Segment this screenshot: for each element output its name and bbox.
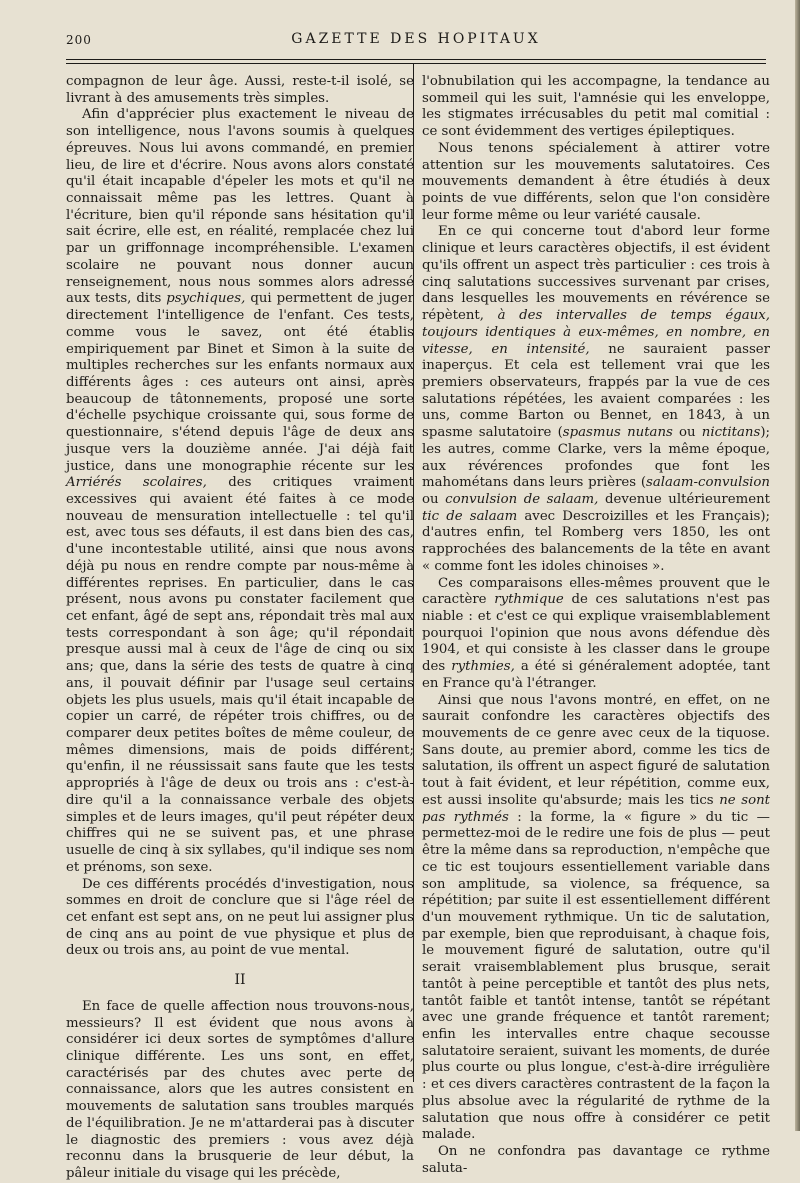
paragraph: De ces différents procédés d'investigation, nous sommes en droit de conclure que si l'âge réel de cet enfant est sept ans, on ne peut lui assigner plus de cinq ans au point de vue physique et plus de deux ou trois ans, au point de vue mental.	[66, 876, 414, 959]
header-rule-top	[66, 59, 766, 60]
text-run: ou	[422, 491, 446, 507]
italic-run: rythmique	[494, 592, 564, 608]
italic-run: à des intervalles de temps égaux, toujours identiques à eux-mêmes, en nombre, en vitesse, en intensité,	[422, 308, 770, 357]
paragraph	[422, 693, 770, 1144]
italic-run: rythmies,	[451, 659, 515, 675]
paragraph: En face de quelle affection nous trouvons-nous, messieurs? Il est évident que nous avons à considérer ici deux sortes de symptômes d'allure clinique différente. Les uns sont, en effet, caractérisés par des chutes avec perte de connaissance, alors que les autres consistent en mouvements de salutation sans troubles marqués de l'équilibration. Je ne m'attarderai pas à discuter le diagnostic des premiers : vous avez déjà reconnu dans la brusquerie de leur début, la pâleur initiale du visage qui les précède,	[66, 998, 414, 1181]
paragraph: Nous tenons spécialement à attirer votre attention sur les mouvements salutatoires. Ces mouvements demandent à être étudiés à deux points de vue différents, selon que l'on considère leur forme même ou leur variété causale.	[422, 140, 770, 223]
text-run: avec Descroizilles et les Français); d'autres enfin, tel Romberg vers 1850, les ont rapprochées des balancements de la tête en avant « comme font les idoles chinoises ».	[422, 508, 770, 574]
text-run: ); les autres, comme Clarke, vers la même époque, aux révérences profondes que font les mahométans dans leurs prières (	[422, 425, 770, 491]
text-run: Afin d'apprécier plus exactement le niveau de son intelligence, nous l'avons soumis à quelques épreuves. Nous lui avons commandé, en premier lieu, de lire et d'écrire. Nous avons alors constaté qu'il était incapable d'épeler les mots et qu'il ne connaissait même pas les lettres. Quant à l'écriture, bien qu'il réponde sans hésitation qu'il sait écrire, elle est, en réalité, remplacée chez lui par un griffonnage incompréhensible. L'examen scolaire ne pouvant nous donner aucun renseignement, nous nous sommes alors adressé aux tests, dits	[66, 107, 414, 307]
paragraph: l'obnubilation qui les accompagne, la tendance au sommeil qui les suit, l'amnésie qui les enveloppe, les stigmates irrécusables du petit mal comitial : ce sont évidemment des vertiges épileptiques.	[422, 74, 770, 140]
italic-run: psychiques,	[166, 291, 246, 307]
page-edge	[795, 0, 800, 1131]
text-run: : la forme, la « figure » du tic — permettez-moi de le redire une fois de plus — peut être la même dans sa reproduction, n'empêche que ce tic est toujours essentiellement variable dans son amplitude, sa violence, sa fréquence, sa répétition; par suite il est essentiellement différent d'un mouvement rythmique. Un tic de salutation, par exemple, bien que reproduisant, à chaque fois, le mouvement figuré de salutation, outre qu'il serait vraisemblablement plus brusque, serait tantôt à peine perceptible et tantôt des plus nets, tantôt faible et tantôt intense, tantôt se répétant avec une grande fréquence et tantôt rarement; enfin les intervalles entre chaque secousse salutatoire seraient, suivant les moments, de durée plus courte ou plus longue, c'est-à-dire irrégulière : et ces divers caractères contrastent de la façon la plus absolue avec la régularité de rythme de la salutation que nous offre à considérer ce petit malade.	[422, 809, 770, 1143]
italic-run: tic de salaam	[422, 508, 518, 524]
text-run: a été si généralement adoptée, tant en France qu'à l'étranger.	[422, 659, 770, 691]
text-run: ou	[672, 425, 702, 441]
italic-run: salaam-convulsion	[646, 475, 770, 491]
text-run: Ainsi que nous l'avons montré, en effet, on ne saurait confondre les caractères objectifs des mouvements de ce genre avec ceux de la tiquose. Sans doute, au premier abord, comme les tics de salutation, ils offrent un aspect figuré de salutation tout à fait évident, et leur répétition, comme eux, est aussi insolite qu'absurde; mais les tics	[422, 692, 770, 808]
paragraph: On ne confondra pas davantage ce rythme saluta-	[422, 1144, 770, 1176]
paragraph: compagnon de leur âge. Aussi, reste-t-il isolé, se livrant à des amusements très simples.	[66, 74, 414, 106]
running-head: GAZETTE DES HOPITAUX	[291, 31, 541, 47]
italic-run: convulsion de salaam,	[445, 491, 599, 507]
italic-run: Arriérés scolaires,	[66, 475, 207, 491]
page-number: 200	[66, 33, 92, 47]
paragraph	[422, 224, 770, 575]
italic-run: spasmus nutans	[562, 425, 673, 441]
left-column	[66, 74, 414, 1183]
text-run: Ces comparaisons elles-mêmes prouvent que le caractère	[422, 575, 770, 608]
italic-run: nictitans	[701, 425, 761, 441]
header-rule-bottom	[66, 63, 766, 64]
paragraph	[66, 107, 414, 876]
text-run: ne sauraient passer inaperçus. Et cela est tellement vrai que les premiers observateurs, frappés par la vue de ces salutations répétées, les avaient comparées : les uns, comme Barton ou Bennet, en 1843, à un spasme salutatoire (	[422, 341, 770, 441]
right-column	[422, 74, 770, 1177]
text-run: devenue ultérieurement	[598, 491, 770, 507]
text-run: de ces salutations n'est pas niable : et c'est ce qui explique vraisemblablement pourquoi l'opinion que nous avons défendue dès 1904, et qui consiste à les classer dans le groupe des	[422, 592, 770, 675]
page-header	[66, 31, 766, 55]
paragraph	[422, 576, 770, 693]
italic-run: ne sont pas rythmés	[422, 792, 770, 825]
section-heading: II	[234, 972, 246, 989]
text-run: qui permettent de juger directement l'intelligence de l'enfant. Ces tests, comme vous le savez, ont été établis empiriquement par Binet et Simon à la suite de multiples recherches sur les enfants normaux aux différents âges : ces auteurs ont ainsi, après beaucoup de tâtonnements, proposé une sorte d'échelle psychique croissante qui, sous forme de questionnaire, s'étend depuis l'âge de deux ans jusque vers la douzième année. J'ai déjà fait justice, dans une monographie récente sur les	[66, 291, 414, 474]
text-run: des critiques vraiment excessives qui avaient été faites à ce mode nouveau de mensuration intellectuelle : tel qu'il est, avec tous ses défauts, il est dans bien des cas, d'une incontestable utilité, ainsi que nous avons déjà pu nous en rendre compte par nous-même à différentes reprises. En particulier, dans le cas présent, nous avons pu constater facilement que cet enfant, âgé de sept ans, répondait très mal aux tests correspondant à son âge; qu'il répondait presque aussi mal à ceux de l'âge de cinq ou six ans; que, dans la série des tests de quatre à cinq ans, il pouvait définir par l'usage seul certains objets les plus usuels, mais qu'il était incapable de copier un carré, de répéter trois chiffres, ou de comparer deux petites boîtes de même couleur, de mêmes dimensions, mais de poids différent; qu'enfin, il ne réussissait sans faute que les tests appropriés à l'âge de deux ou trois ans : c'est-à-dire qu'il a la connaissance verbale des objets simples et de leurs images, qu'il peut répéter deux chiffres qui ne se suivent pas, et une phrase usuelle de cinq à six syllabes, qu'il indique ses nom et prénoms, son sexe.	[66, 475, 415, 875]
text-run: En ce qui concerne tout d'abord leur forme clinique et leurs caractères objectifs, il est évident qu'ils offrent un aspect très particulier : ces trois à cinq salutations successives survenant par crises, dans lesquelles les mouvements en révérence se répètent,	[422, 224, 770, 324]
